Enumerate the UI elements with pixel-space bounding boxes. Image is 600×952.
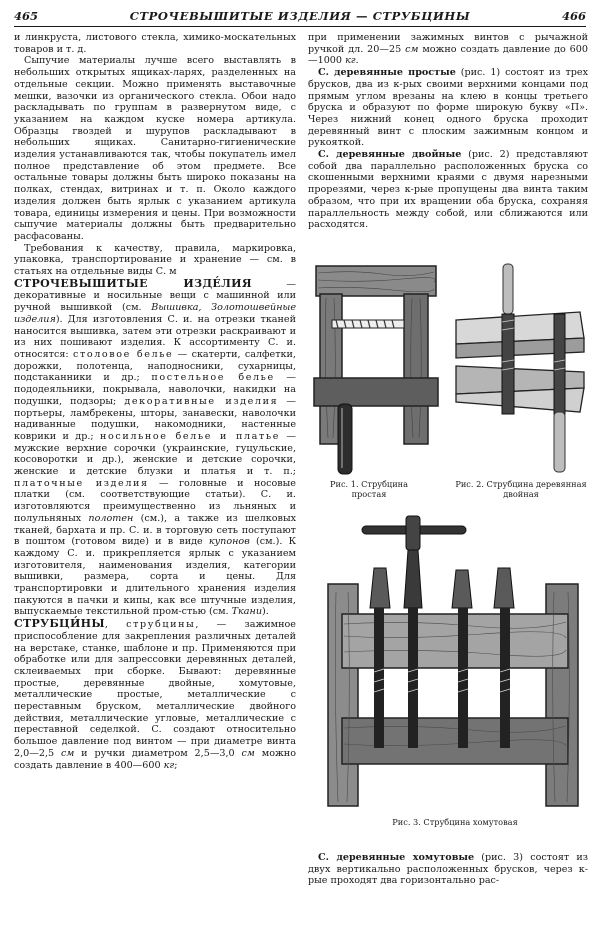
figure-3-caption: Рис. 3. Струбцина хомутовая: [392, 817, 518, 827]
paragraph: Сыпучие материалы лучше всего выставлять в небольших открытых ящиках-ларях, разделенных на отдельные секции. Можно применять выставочные мешки, вазочки из органического стекла. Обои надо раскладывать по группам в развернутом виде, с указанием на каждом куске номера артикула. Образцы гвоздей и шурупов раскладывают в небольших ящиках. Санитарно-гигиенические изделия устанавливаются так, чтобы покупатель имел полное представление об этом предмете. Все остальные товары должны быть широко показаны на полках, стендах, витринах и т. п. Около каждого изделия должен быть ярлык с указанием артикула товара, единицы измерения и цены. При возможности сыпучие материалы должны быть предварительно расфасованы.: [14, 55, 296, 242]
right-column-bottom: [308, 852, 588, 887]
figure-1-simple-clamp: [312, 258, 442, 478]
article-term: СТРУБЦИ́НЫ: [14, 617, 105, 631]
cross-reference: купонов: [208, 536, 250, 548]
left-column: [14, 32, 296, 771]
right-column-top: [308, 32, 588, 231]
paragraph: С. деревянные простые (рис. 1) состоят из трех брусков, два из к-рых своими верхними концами под прямым углом врезаны на клею в концы третьего бруска и образуют по форме широкую букву «П». Через нижний конец одного бруска проходит деревянный винт с плоским зажимным концом и рукояткой.: [308, 67, 588, 149]
page-number-left: 465: [14, 9, 39, 23]
figure-3-hoop-clamp: [322, 512, 586, 810]
figure-2-double-clamp: [450, 262, 590, 478]
page-number-right: 466: [561, 9, 586, 23]
figure-1-caption: Рис. 1. Струбцина простая: [329, 479, 408, 499]
figure-2-caption: Рис. 2. Струбцина деревянная двойная: [455, 479, 587, 499]
paragraph: при применении зажимных винтов с рычажной ручкой дл. 20—25 см можно создать давление до 600—1000 кг.: [308, 32, 588, 67]
running-title: СТРОЧЕВЫШИТЫЕ ИЗДЕЛИЯ — СТРУБЦИНЫ: [129, 9, 471, 23]
paragraph: и линкруста, листового стекла, химико-москательных товаров и т. д.: [14, 32, 296, 55]
cross-reference: полотен: [88, 512, 134, 524]
page-header: [14, 6, 586, 27]
cross-reference: Ткани: [231, 606, 263, 618]
article-strubtsiny: СТРУБЦИ́НЫ, струбцины, — зажимное приспособление для закрепления различных деталей на верстаке, станке, шаблоне и пр. Применяются при обработке или для запрессовки деревянных деталей, склеиваемых при сборке. Бывают: деревянные простые, деревянные двойные, хомутовые, металлические простые, металлические с переставным бруском, металлические двойного действия, металлические угловые, металлические с переставной седелкой. С. создают относительно большое давление под винтом — при диаметре винта 2,0—2,5 см и ручки диаметром 2,5—3,0 см можно создать давление в 400—600 кг;: [14, 617, 296, 771]
hoop-clamp-drawing: [322, 512, 586, 810]
paragraph: С. деревянные двойные (рис. 2) представляют собой два параллельно расположенных бруска со скошенными верхними краями с двумя нарезными прорезями, через к-рые пропущены два винта таким образом, что при их вращении оба бруска, сохраняя параллельность между собой, или сближаются или расходятся.: [308, 149, 588, 231]
paragraph: Требования к качеству, правила, маркировка, упаковка, транспортирование и хранение — см. в статьях на отдельные виды С. м: [14, 242, 296, 278]
cross-reference: Вышивка, Золотошвейные изделия: [14, 302, 296, 325]
paragraph: С. деревянные хомутовые (рис. 3) состоят из двух вертикально расположенных брусков, через к-рые проходят два горизонтально рас-: [308, 852, 588, 887]
simple-clamp-drawing: [312, 258, 442, 478]
double-clamp-drawing: [450, 262, 590, 478]
article-term: СТРОЧЕВЫШИТЫЕ ИЗДЕ́ЛИЯ: [14, 276, 252, 290]
article-strochevyshitye: СТРОЧЕВЫШИТЫЕ ИЗДЕ́ЛИЯ — декоративные и носильные вещи с машинной или ручной вышивкой (см. Вышивка, Золотошвейные изделия). Для изготовления С. и. на отрезки тканей наносится вышивка, затем эти отрезки раскраивают и из них пошивают изделия. К ассортименту С. и. относятся: столовое белье — скатерти, салфетки, дорожки, полотенца, наподносники, сухарницы, подстаканники и др.; постельное белье — пододеяльники, покрывала, наволочки, накидки на подушки, подзоры; декоративные изделия — портьеры, ламбрекены, шторы, занавески, наволочки надиванные подушки, накомодники, настенные коврики и др.; носильное белье и платье — мужские верхние сорочки (украинские, гуцульские, косоворотки и др.), женские и детские сорочки, женские и детские блузки и платья и т. п.; платочные изделия — головные и носовые платки (см. соответствующие статьи). С. и. изготовляются преимущественно из льняных и полульняных полотен (см.), а также из шелковых тканей, бархата и пр. С. и. в торговую сеть поступают в поштом (готовом виде) и в виде купонов (см.). К каждому С. и. прикрепляется ярлык с указанием изготовителя, наименования изделия, категории вышивки, размера, сорта и цены. Для транспортировки и длительного хранения изделия пакуются в пачки и кипы, как все штучные изделия, выпускаемые текстильной пром-стью (см. Ткани).: [14, 276, 296, 618]
